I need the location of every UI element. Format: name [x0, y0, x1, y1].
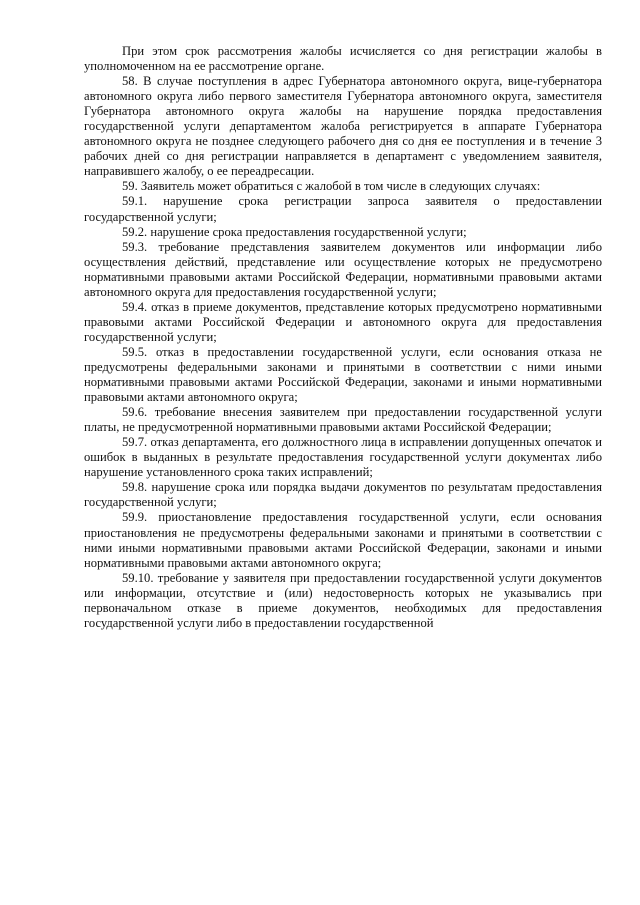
paragraph-59-8: 59.8. нарушение срока или порядка выдачи документов по результатам предоставления государственной услуги; [84, 480, 602, 510]
paragraph-complaint-term: При этом срок рассмотрения жалобы исчисляется со дня регистрации жалобы в уполномоченном на ее рассмотрение органе. [84, 44, 602, 74]
paragraph-59-10: 59.10. требование у заявителя при предоставлении государственной услуги документов или информации, отсутствие и (или) недостоверность которых не указывались при первоначальном отказе в приеме документов, необходимых для предоставления государственной услуги либо в предоставлении государственной [84, 570, 602, 630]
paragraph-59-1: 59.1. нарушение срока регистрации запроса заявителя о предоставлении государственной услуги; [84, 194, 602, 224]
paragraph-59-4: 59.4. отказ в приеме документов, представление которых предусмотрено нормативными правовыми актами Российской Федерации и автономного округа для предоставления государственной услуги; [84, 299, 602, 344]
paragraph-59-5: 59.5. отказ в предоставлении государственной услуги, если основания отказа не предусмотрены федеральными законами и принятыми в соответствии с ними иными нормативными правовыми актами Российской Федерации, законами и иными нормативными правовыми актами автономного округа; [84, 344, 602, 405]
paragraph-59-7: 59.7. отказ департамента, его должностного лица в исправлении допущенных опечаток и ошибок в выданных в результате предоставления государственной услуги документах либо нарушение установленного срока таких исправлений; [84, 435, 602, 480]
document-body [84, 44, 602, 631]
paragraph-59: 59. Заявитель может обратиться с жалобой в том числе в следующих случаях: [122, 179, 541, 194]
paragraph-59-9: 59.9. приостановление предоставления государственной услуги, если основания приостановления не предусмотрены федеральными законами и принятыми в соответствии с ними иными нормативными правовыми актами Российской Федерации, законами и иными нормативными правовыми актами автономного округа; [84, 510, 602, 570]
paragraph-58: 58. В случае поступления в адрес Губернатора автономного округа, вице-губернатора автономного округа либо первого заместителя Губернатора автономного округа, заместителя Губернатора автономного округа жалобы на нарушение порядка предоставления государственной услуги департаментом жалоба регистрируется в аппарате Губернатора автономного округа не позднее следующего рабочего дня со дня ее поступления и в течение 3 рабочих дней со дня регистрации направляется в департамент с уведомлением заявителя, направившего жалобу, о ее переадресации. [84, 74, 602, 179]
paragraph-59-3: 59.3. требование представления заявителем документов или информации либо осуществления действий, представление или осуществление которых не предусмотрено нормативными правовыми актами Российской Федерации, нормативными правовыми актами автономного округа для предоставления государственной услуги; [84, 239, 602, 299]
paragraph-59-6: 59.6. требование внесения заявителем при предоставлении государственной услуги платы, не предусмотренной нормативными правовыми актами Российской Федерации; [84, 405, 602, 435]
paragraph-59-2: 59.2. нарушение срока предоставления государственной услуги; [122, 224, 467, 239]
